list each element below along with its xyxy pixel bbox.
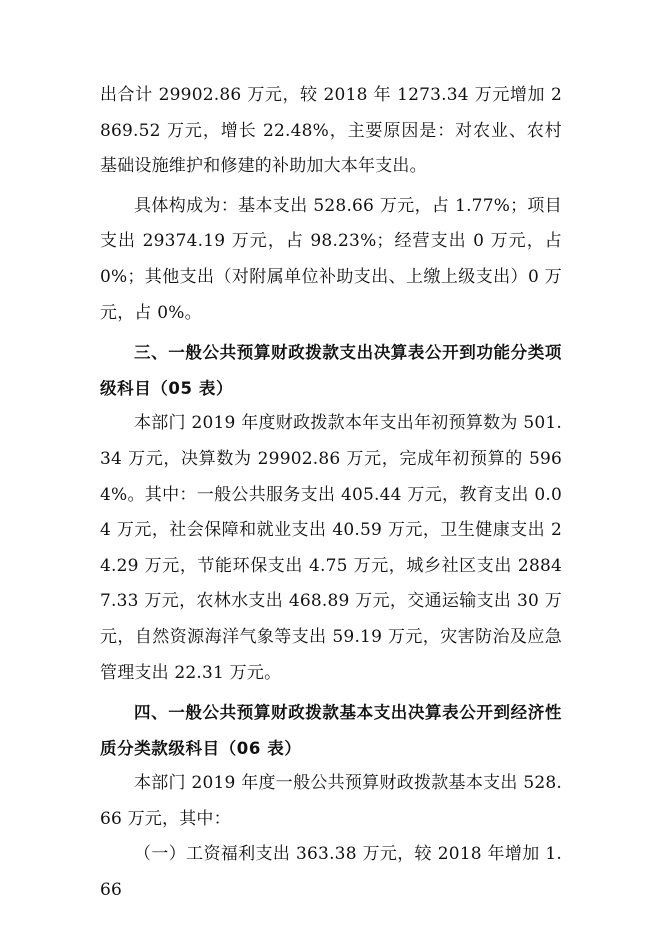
paragraph-functional-classification: 本部门 2019 年度财政拨款本年支出年初预算数为 501.34 万元，决算数为 29902.86 万元，完成年初预算的 5964%。其中：一般公共服务支出 405.44 万元，教育支出 0.04 万元，社会保障和就业支出 40.59 万元，卫生健康支出 24.29 万元，节能环保支出 4.75 万元，城乡社区支出 28847.33 万元，农林水支出 468.89 万元，交通运输支出 30 万元，自然资源海洋气象等支出 59.19 万元，灾害防治及应急管理支出 22.31 万元。 — [100, 413, 562, 683]
section-heading-3: 三、一般公共预算财政拨款支出决算表公开到功能分类项级科目（05 表） — [100, 343, 562, 398]
section-heading-4: 四、一般公共预算财政拨款基本支出决算表公开到经济性质分类款级科目（06 表） — [100, 703, 562, 758]
paragraph-salary-welfare: （一）工资福利支出 363.38 万元，较 2018 年增加 1.66 — [100, 844, 562, 901]
document-page — [100, 78, 562, 909]
paragraph-expenditure-total: 出合计 29902.86 万元，较 2018 年 1273.34 万元增加 2869.52 万元，增长 22.48%，主要原因是：对农业、农村基础设施维护和修建的补助加大本年支出。 — [100, 85, 562, 177]
paragraph-expenditure-composition: 具体构成为：基本支出 528.66 万元，占 1.77%；项目支出 29374.19 万元，占 98.23%；经营支出 0 万元，占 0%；其他支出（对附属单位补助支出、上缴上级支出）0 万元，占 0%。 — [100, 195, 562, 323]
paragraph-basic-expenditure: 本部门 2019 年度一般公共预算财政拨款基本支出 528.66 万元，其中： — [100, 773, 562, 829]
